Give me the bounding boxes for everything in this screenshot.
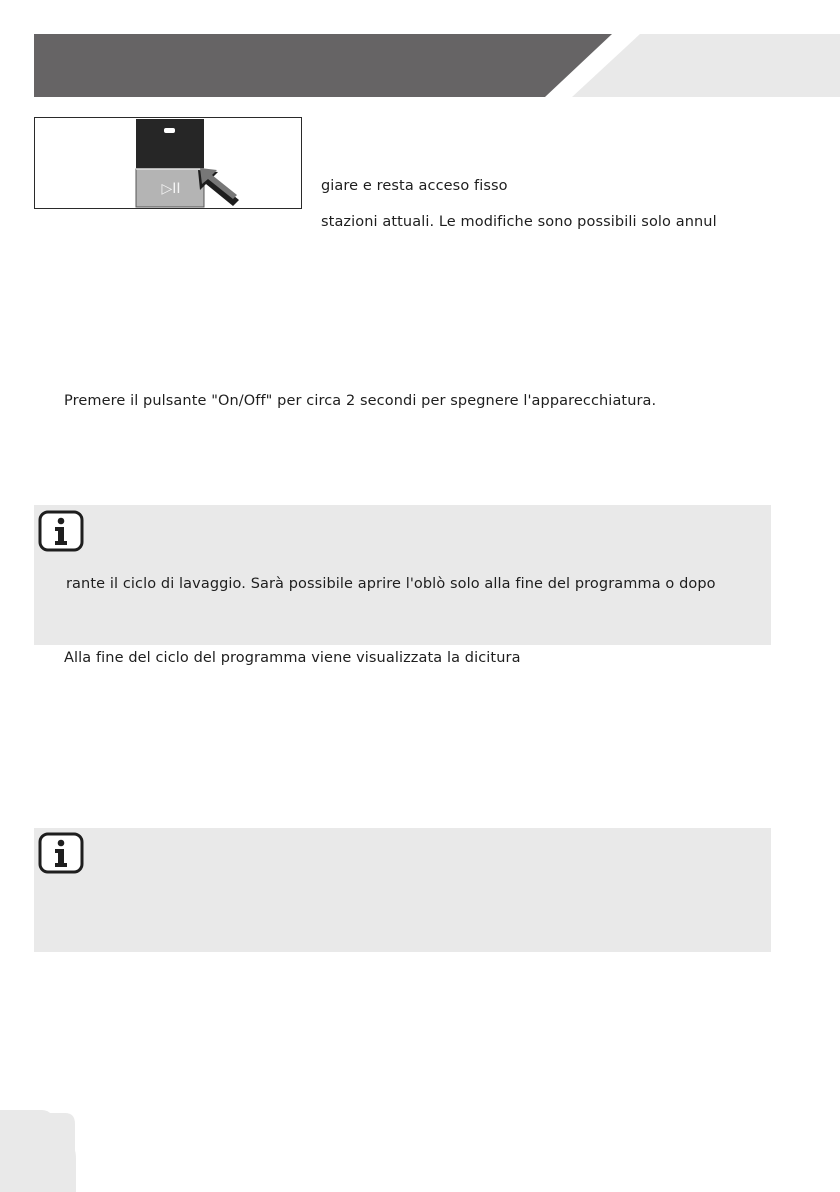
text-line-3: Premere il pulsante "On/Off" per circa 2 secondi per spegnere l'apparecchiatura. xyxy=(64,393,657,409)
text-line-1: giare e resta acceso fisso xyxy=(321,178,508,194)
text-line-4: Alla fine del ciclo del programma viene visualizzata la dicitura xyxy=(64,650,521,666)
text-line-2: stazioni attuali. Le modifiche sono possibili solo annul xyxy=(321,214,717,230)
note-1-text: rante il ciclo di lavaggio. Sarà possibile aprire l'oblò solo alla fine del programma o dopo xyxy=(66,576,716,592)
led-indicator-icon xyxy=(164,128,175,133)
note-box-1 xyxy=(34,505,771,645)
note-box-2 xyxy=(34,828,771,952)
info-icon xyxy=(38,832,84,874)
control-panel-illustration xyxy=(35,118,301,208)
display-panel xyxy=(136,119,204,169)
control-panel-figure xyxy=(34,117,302,209)
header-dark-tab xyxy=(34,34,612,97)
header-bar xyxy=(0,0,840,100)
page-corner-shape xyxy=(0,1110,78,1192)
play-pause-label: ▷II xyxy=(161,181,181,197)
header-light-tab xyxy=(572,34,840,97)
info-icon xyxy=(38,510,84,552)
